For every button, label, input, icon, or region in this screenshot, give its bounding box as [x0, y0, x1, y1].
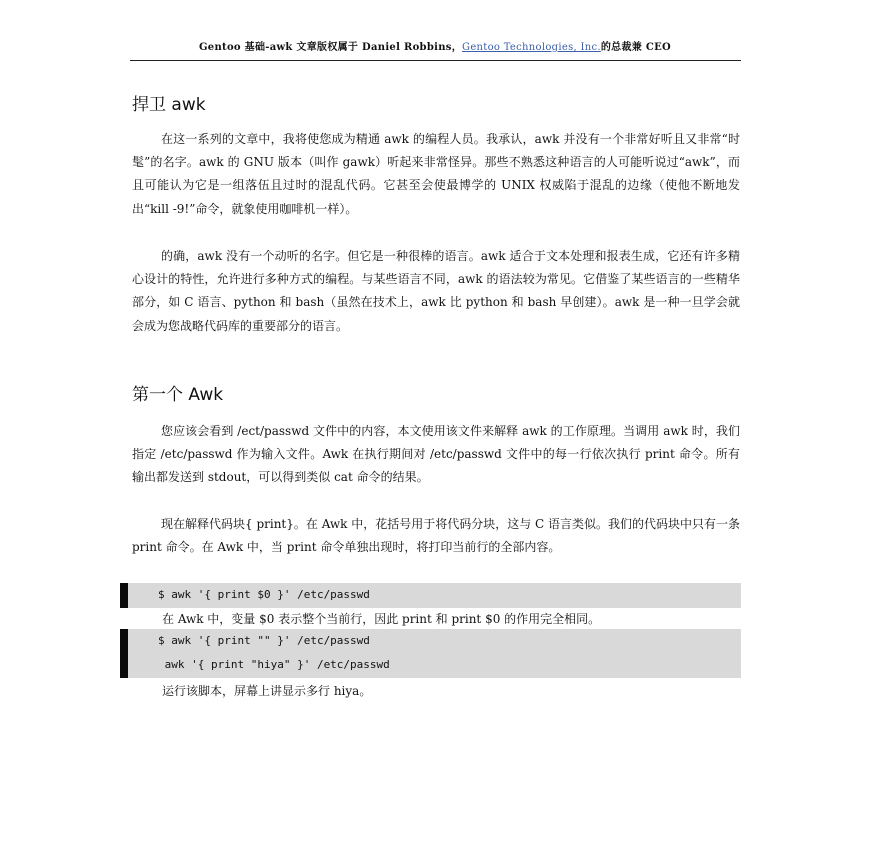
company-link[interactable]: Gentoo Technologies, Inc.	[462, 42, 601, 53]
section-heading-defend-awk: 捍卫 awk	[132, 95, 206, 115]
section-heading-first-awk: 第一个 Awk	[132, 385, 224, 405]
code-line: $ awk '{ print "" }' /etc/passwd	[158, 634, 370, 647]
paragraph: 您应该会看到 /ect/passwd 文件中的内容，本文使用该文件来解释 awk 的工作原理。当调用 awk 时，我们指定 /etc/passwd 作为输入文件。Awk 在执行期间对 /etc/passwd 文件中的每一行依次执行 print 命令。所有输出都发送到 stdout，可以得到类似 cat 命令的结果。	[132, 424, 740, 485]
paragraph: 的确，awk 没有一个动听的名字。但它是一种很棒的语言。awk 适合于文本处理和报表生成，它还有许多精心设计的特性，允许进行多种方式的编程。与某些语言不同，awk 的语法较为常见。它借鉴了某些语言的一些精华部分，如 C 语言、python 和 bash（虽然在技术上，awk 比 python 和 bash 早创建）。awk 是一种一旦学会就会成为您战略代码库的重要部分的语言。	[132, 249, 740, 333]
header-text: Gentoo 基础-awk 文章版权属于 Daniel Robbins，	[198, 42, 463, 53]
closing-paragraph: 运行该脚本，屏幕上讲显示多行 hiya。	[162, 684, 372, 698]
code-block	[120, 583, 741, 608]
code-line: awk '{ print "hiya" }' /etc/passwd	[158, 658, 390, 671]
note-paragraph: 在 Awk 中，变量 $0 表示整个当前行，因此 print 和 print $0 的作用完全相同。	[162, 612, 601, 626]
running-header	[130, 38, 740, 53]
code-block	[120, 629, 741, 678]
paragraph: 现在解释代码块{ print}。在 Awk 中，花括号用于将代码分块，这与 C 语言类似。我们的代码块中只有一条 print 命令。在 Awk 中，当 print 命令单独出现时，将打印当前行的全部内容。	[132, 517, 741, 555]
header-rule	[130, 60, 741, 61]
header-text-end: 的总裁兼 CEO	[600, 42, 672, 53]
paragraph: 在这一系列的文章中，我将使您成为精通 awk 的编程人员。我承认，awk 并没有一个非常好听且又非常“时髦”的名字。awk 的 GNU 版本（叫作 gawk）听起来非常怪异。那些不熟悉这种语言的人可能听说过“awk”，而且可能认为它是一组落伍且过时的混乱代码。它甚至会使最博学的 UNIX 权威陷于混乱的边缘（使他不断地发出“kill -9!”命令，就象使用咖啡机一样）。	[132, 132, 740, 216]
code-line: $ awk '{ print $0 }' /etc/passwd	[158, 588, 370, 601]
